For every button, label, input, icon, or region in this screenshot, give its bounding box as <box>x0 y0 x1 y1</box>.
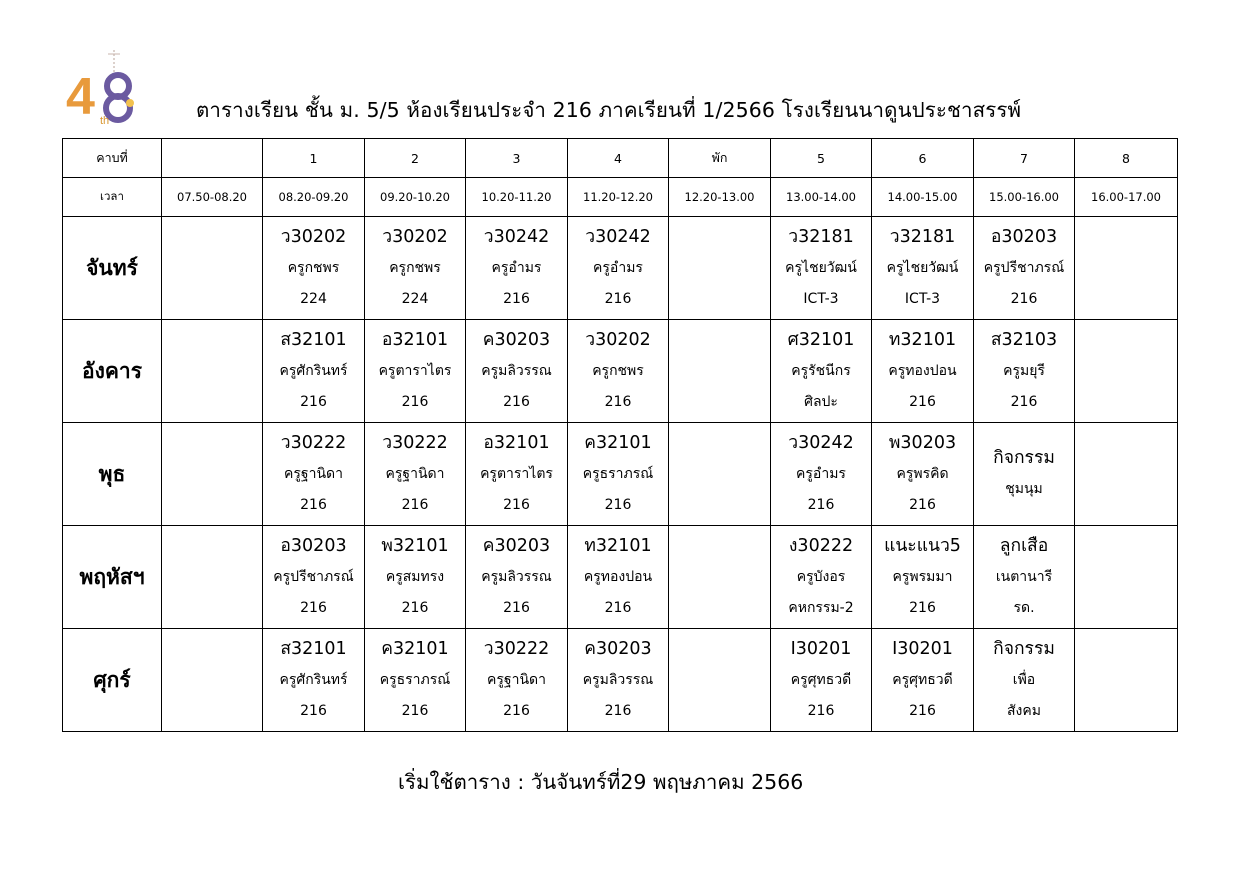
class-cell <box>568 320 669 423</box>
svg-text:4: 4 <box>66 68 95 126</box>
subject-code: ลูกเสือ <box>999 535 1049 556</box>
day-row <box>63 629 1178 732</box>
class-cell <box>263 217 365 320</box>
class-cell-content <box>568 428 668 521</box>
class-cell <box>669 629 771 732</box>
class-cell <box>1075 320 1178 423</box>
class-cell-content <box>771 222 871 315</box>
teacher-name: ครูปรีชาภรณ์ <box>983 259 1065 276</box>
time-slot: 09.20-10.20 <box>365 178 466 217</box>
room-name: 216 <box>909 393 936 410</box>
class-cell <box>974 320 1075 423</box>
room-name: 216 <box>300 393 327 410</box>
class-cell <box>872 320 974 423</box>
class-cell-content <box>466 428 567 521</box>
day-name: จันทร์ <box>63 217 162 320</box>
class-cell-content <box>365 428 465 521</box>
subject-code: ว30202 <box>585 329 651 350</box>
time-label: เวลา <box>63 178 162 217</box>
time-slot: 11.20-12.20 <box>568 178 669 217</box>
teacher-name: ครูทองปอน <box>583 568 653 585</box>
room-name: ICT-3 <box>803 290 839 307</box>
class-cell <box>669 217 771 320</box>
class-cell-content <box>974 531 1074 624</box>
teacher-name: ครูไชยวัฒน์ <box>886 259 959 276</box>
subject-code: ส32101 <box>280 329 347 350</box>
class-cell-content <box>974 634 1074 727</box>
period-number: 6 <box>872 139 974 178</box>
teacher-name: ครูมลิวรรณ <box>481 362 552 379</box>
teacher-name: ครูมลิวรรณ <box>481 568 552 585</box>
period-number: 8 <box>1075 139 1178 178</box>
period-number: 1 <box>263 139 365 178</box>
time-row <box>63 178 1178 217</box>
room-name: 224 <box>401 290 429 307</box>
room-name: 216 <box>401 702 429 719</box>
room-name: 216 <box>604 702 632 719</box>
room-name: 216 <box>401 599 429 616</box>
class-cell <box>771 217 872 320</box>
teacher-name: ครูฐานิดา <box>385 465 445 482</box>
class-cell-content <box>263 531 364 624</box>
period-number: 4 <box>568 139 669 178</box>
subject-code: แนะแนว5 <box>884 535 961 556</box>
teacher-name: ครูกชพร <box>592 362 644 379</box>
class-cell-content <box>568 531 668 624</box>
class-cell-content <box>365 325 465 418</box>
time-slot: 15.00-16.00 <box>974 178 1075 217</box>
subject-code: ค30203 <box>482 535 551 556</box>
subject-code: ง30222 <box>788 535 854 556</box>
class-cell <box>974 629 1075 732</box>
period-number <box>162 139 263 178</box>
class-cell-content <box>974 222 1074 315</box>
teacher-name: ครูมลิวรรณ <box>582 671 654 688</box>
class-cell <box>466 526 568 629</box>
teacher-name: ครูศุทธวดี <box>892 671 953 688</box>
class-cell-content <box>872 428 973 521</box>
time-slot: 14.00-15.00 <box>872 178 974 217</box>
subject-code: ค30203 <box>584 638 652 659</box>
class-cell <box>568 423 669 526</box>
teacher-name: ชุมนุม <box>1005 481 1043 497</box>
class-cell-content <box>872 325 973 418</box>
class-cell <box>263 423 365 526</box>
class-cell-content <box>974 443 1074 505</box>
room-name: 216 <box>604 496 632 513</box>
room-name: ศิลปะ <box>804 393 838 410</box>
period-number: 3 <box>466 139 568 178</box>
day-name: อังคาร <box>63 320 162 423</box>
room-name: คหกรรม-2 <box>788 599 854 616</box>
time-slot: 07.50-08.20 <box>162 178 263 217</box>
teacher-name: ครูรัชนีกร <box>791 362 851 379</box>
room-name: 216 <box>604 290 632 307</box>
time-slot: 12.20-13.00 <box>669 178 771 217</box>
class-cell <box>263 526 365 629</box>
class-cell <box>1075 526 1178 629</box>
subject-code: ว30242 <box>483 226 550 247</box>
subject-code: พ32101 <box>381 535 449 556</box>
day-row <box>63 423 1178 526</box>
teacher-name: ครูสมทรง <box>385 568 445 585</box>
time-slot: 16.00-17.00 <box>1075 178 1178 217</box>
teacher-name: ครูพรมมา <box>892 568 953 585</box>
room-name: 216 <box>909 496 936 513</box>
subject-code: ท32101 <box>584 535 652 556</box>
subject-code: ว30222 <box>280 432 347 453</box>
subject-code: อ32101 <box>381 329 449 350</box>
class-cell-content <box>771 531 871 624</box>
class-cell <box>568 526 669 629</box>
teacher-name: เนตานารี <box>995 568 1053 585</box>
day-row <box>63 526 1178 629</box>
teacher-name: ครูฐานิดา <box>284 465 343 482</box>
class-cell-content <box>568 325 668 418</box>
subject-code: ว30222 <box>483 638 550 659</box>
room-name: 216 <box>1010 290 1038 307</box>
class-cell <box>1075 629 1178 732</box>
class-cell-content <box>568 222 668 315</box>
class-cell-content <box>263 222 364 315</box>
class-cell <box>872 526 974 629</box>
teacher-name: ครูปรีชาภรณ์ <box>273 568 354 585</box>
class-cell-content <box>771 428 871 521</box>
period-label: คาบที่ <box>63 139 162 178</box>
teacher-name: เพื่อ <box>1012 671 1036 688</box>
time-slot: 10.20-11.20 <box>466 178 568 217</box>
subject-code: I30201 <box>790 638 852 659</box>
room-name: 216 <box>604 599 632 616</box>
day-row <box>63 320 1178 423</box>
room-name: 216 <box>503 290 530 307</box>
room-name: 224 <box>300 290 327 307</box>
subject-code: ส32101 <box>280 638 347 659</box>
period-header-row <box>63 139 1178 178</box>
class-cell-content <box>771 634 871 727</box>
teacher-name: ครูพรคิด <box>896 465 949 482</box>
class-cell <box>974 217 1075 320</box>
class-cell-content <box>872 222 973 315</box>
room-name: 216 <box>807 496 835 513</box>
class-cell <box>466 217 568 320</box>
subject-code: ค30203 <box>482 329 551 350</box>
room-name: ICT-3 <box>904 290 941 307</box>
subject-code: กิจกรรม <box>993 448 1055 468</box>
subject-code: อ32101 <box>483 432 550 453</box>
room-name: สังคม <box>1007 702 1041 719</box>
class-cell-content <box>365 222 465 315</box>
class-cell <box>263 320 365 423</box>
class-cell <box>771 320 872 423</box>
class-cell-content <box>263 428 364 521</box>
class-cell <box>872 423 974 526</box>
class-cell <box>568 217 669 320</box>
class-cell-content <box>263 634 364 727</box>
time-slot: 08.20-09.20 <box>263 178 365 217</box>
teacher-name: ครูตาราไตร <box>378 362 452 379</box>
room-name: 216 <box>300 599 327 616</box>
subject-code: ว30242 <box>585 226 651 247</box>
room-name: 216 <box>1010 393 1038 410</box>
start-date-note: เริ่มใช้ตาราง : วันจันทร์ที่29 พฤษภาคม 2566 <box>398 770 804 794</box>
subject-code: ศ32101 <box>787 329 855 350</box>
class-cell <box>568 629 669 732</box>
class-cell <box>1075 423 1178 526</box>
class-cell <box>974 526 1075 629</box>
class-cell-content <box>466 531 567 624</box>
class-cell-content <box>568 634 668 727</box>
class-cell <box>365 423 466 526</box>
class-cell <box>365 320 466 423</box>
subject-code: ว30222 <box>382 432 448 453</box>
class-cell-content <box>466 222 567 315</box>
teacher-name: ครูธราภรณ์ <box>582 465 654 482</box>
subject-code: ส32103 <box>990 329 1058 350</box>
room-name: 216 <box>503 393 530 410</box>
room-name: 216 <box>401 496 429 513</box>
teacher-name: ครูกชพร <box>287 259 340 276</box>
class-cell <box>162 629 263 732</box>
subject-code: อ30203 <box>280 535 347 556</box>
class-cell-content <box>872 531 973 624</box>
subject-code: ว30202 <box>280 226 347 247</box>
subject-code: ค32101 <box>584 432 652 453</box>
class-cell <box>466 629 568 732</box>
class-cell-content <box>466 634 567 727</box>
class-cell <box>771 423 872 526</box>
day-name: พฤหัสฯ <box>63 526 162 629</box>
room-name: 216 <box>503 496 530 513</box>
subject-code: ว32181 <box>889 226 956 247</box>
teacher-name: ครูอำมร <box>491 259 542 276</box>
period-number: พัก <box>669 139 771 178</box>
subject-code: พ30203 <box>888 432 957 453</box>
class-cell-content <box>974 325 1074 418</box>
class-cell-content <box>771 325 871 418</box>
timetable <box>62 138 1178 732</box>
class-cell <box>365 217 466 320</box>
subject-code: ว30242 <box>788 432 854 453</box>
class-cell <box>263 629 365 732</box>
class-cell <box>162 423 263 526</box>
class-cell <box>1075 217 1178 320</box>
teacher-name: ครูศักรินทร์ <box>279 362 348 379</box>
subject-code: ท32101 <box>888 329 957 350</box>
room-name: 216 <box>807 702 835 719</box>
school-anniversary-logo <box>62 48 142 130</box>
room-name: 216 <box>604 393 632 410</box>
class-cell-content <box>365 634 465 727</box>
period-number: 7 <box>974 139 1075 178</box>
teacher-name: ครูทองปอน <box>888 362 957 379</box>
class-cell <box>466 423 568 526</box>
room-name: 216 <box>300 702 327 719</box>
teacher-name: ครูมยุรี <box>1003 362 1045 379</box>
period-number: 5 <box>771 139 872 178</box>
teacher-name: ครูบังอร <box>796 568 846 585</box>
teacher-name: ครูธราภรณ์ <box>379 671 451 688</box>
teacher-name: ครูศุทธวดี <box>790 671 852 688</box>
class-cell <box>771 526 872 629</box>
room-name: 216 <box>300 496 327 513</box>
teacher-name: ครูฐานิดา <box>487 671 546 688</box>
class-cell <box>974 423 1075 526</box>
subject-code: ค32101 <box>381 638 449 659</box>
day-row <box>63 217 1178 320</box>
class-cell-content <box>263 325 364 418</box>
class-cell <box>669 320 771 423</box>
class-cell <box>872 629 974 732</box>
subject-code: ว32181 <box>788 226 854 247</box>
subject-code: I30201 <box>892 638 953 659</box>
teacher-name: ครูกชพร <box>389 259 441 276</box>
class-cell <box>872 217 974 320</box>
period-number: 2 <box>365 139 466 178</box>
time-slot: 13.00-14.00 <box>771 178 872 217</box>
day-name: ศุกร์ <box>63 629 162 732</box>
class-cell-content <box>466 325 567 418</box>
room-name: 216 <box>909 702 936 719</box>
svg-text:th: th <box>100 115 110 127</box>
class-cell <box>162 320 263 423</box>
teacher-name: ครูศักรินทร์ <box>279 671 348 688</box>
class-cell <box>162 526 263 629</box>
room-name: 216 <box>503 702 530 719</box>
class-cell-content <box>365 531 465 624</box>
room-name: 216 <box>401 393 429 410</box>
subject-code: กิจกรรม <box>993 638 1055 659</box>
class-cell <box>365 629 466 732</box>
teacher-name: ครูอำมร <box>796 465 846 482</box>
room-name: 216 <box>503 599 530 616</box>
class-cell <box>162 217 263 320</box>
class-cell <box>669 423 771 526</box>
class-cell <box>466 320 568 423</box>
teacher-name: ครูอำมร <box>593 259 643 276</box>
teacher-name: ครูไชยวัฒน์ <box>785 259 857 276</box>
class-cell-content <box>872 634 973 727</box>
room-name: รด. <box>1013 599 1035 616</box>
class-cell <box>365 526 466 629</box>
page-title: ตารางเรียน ชั้น ม. 5/5 ห้องเรียนประจำ 216 ภาคเรียนที่ 1/2566 โรงเรียนนาดูนประชาสรรพ์ <box>196 98 1022 122</box>
day-name: พุธ <box>63 423 162 526</box>
subject-code: อ30203 <box>990 226 1058 247</box>
room-name: 216 <box>909 599 936 616</box>
subject-code: ว30202 <box>382 226 448 247</box>
class-cell <box>771 629 872 732</box>
teacher-name: ครูตาราไตร <box>480 465 553 482</box>
class-cell <box>669 526 771 629</box>
